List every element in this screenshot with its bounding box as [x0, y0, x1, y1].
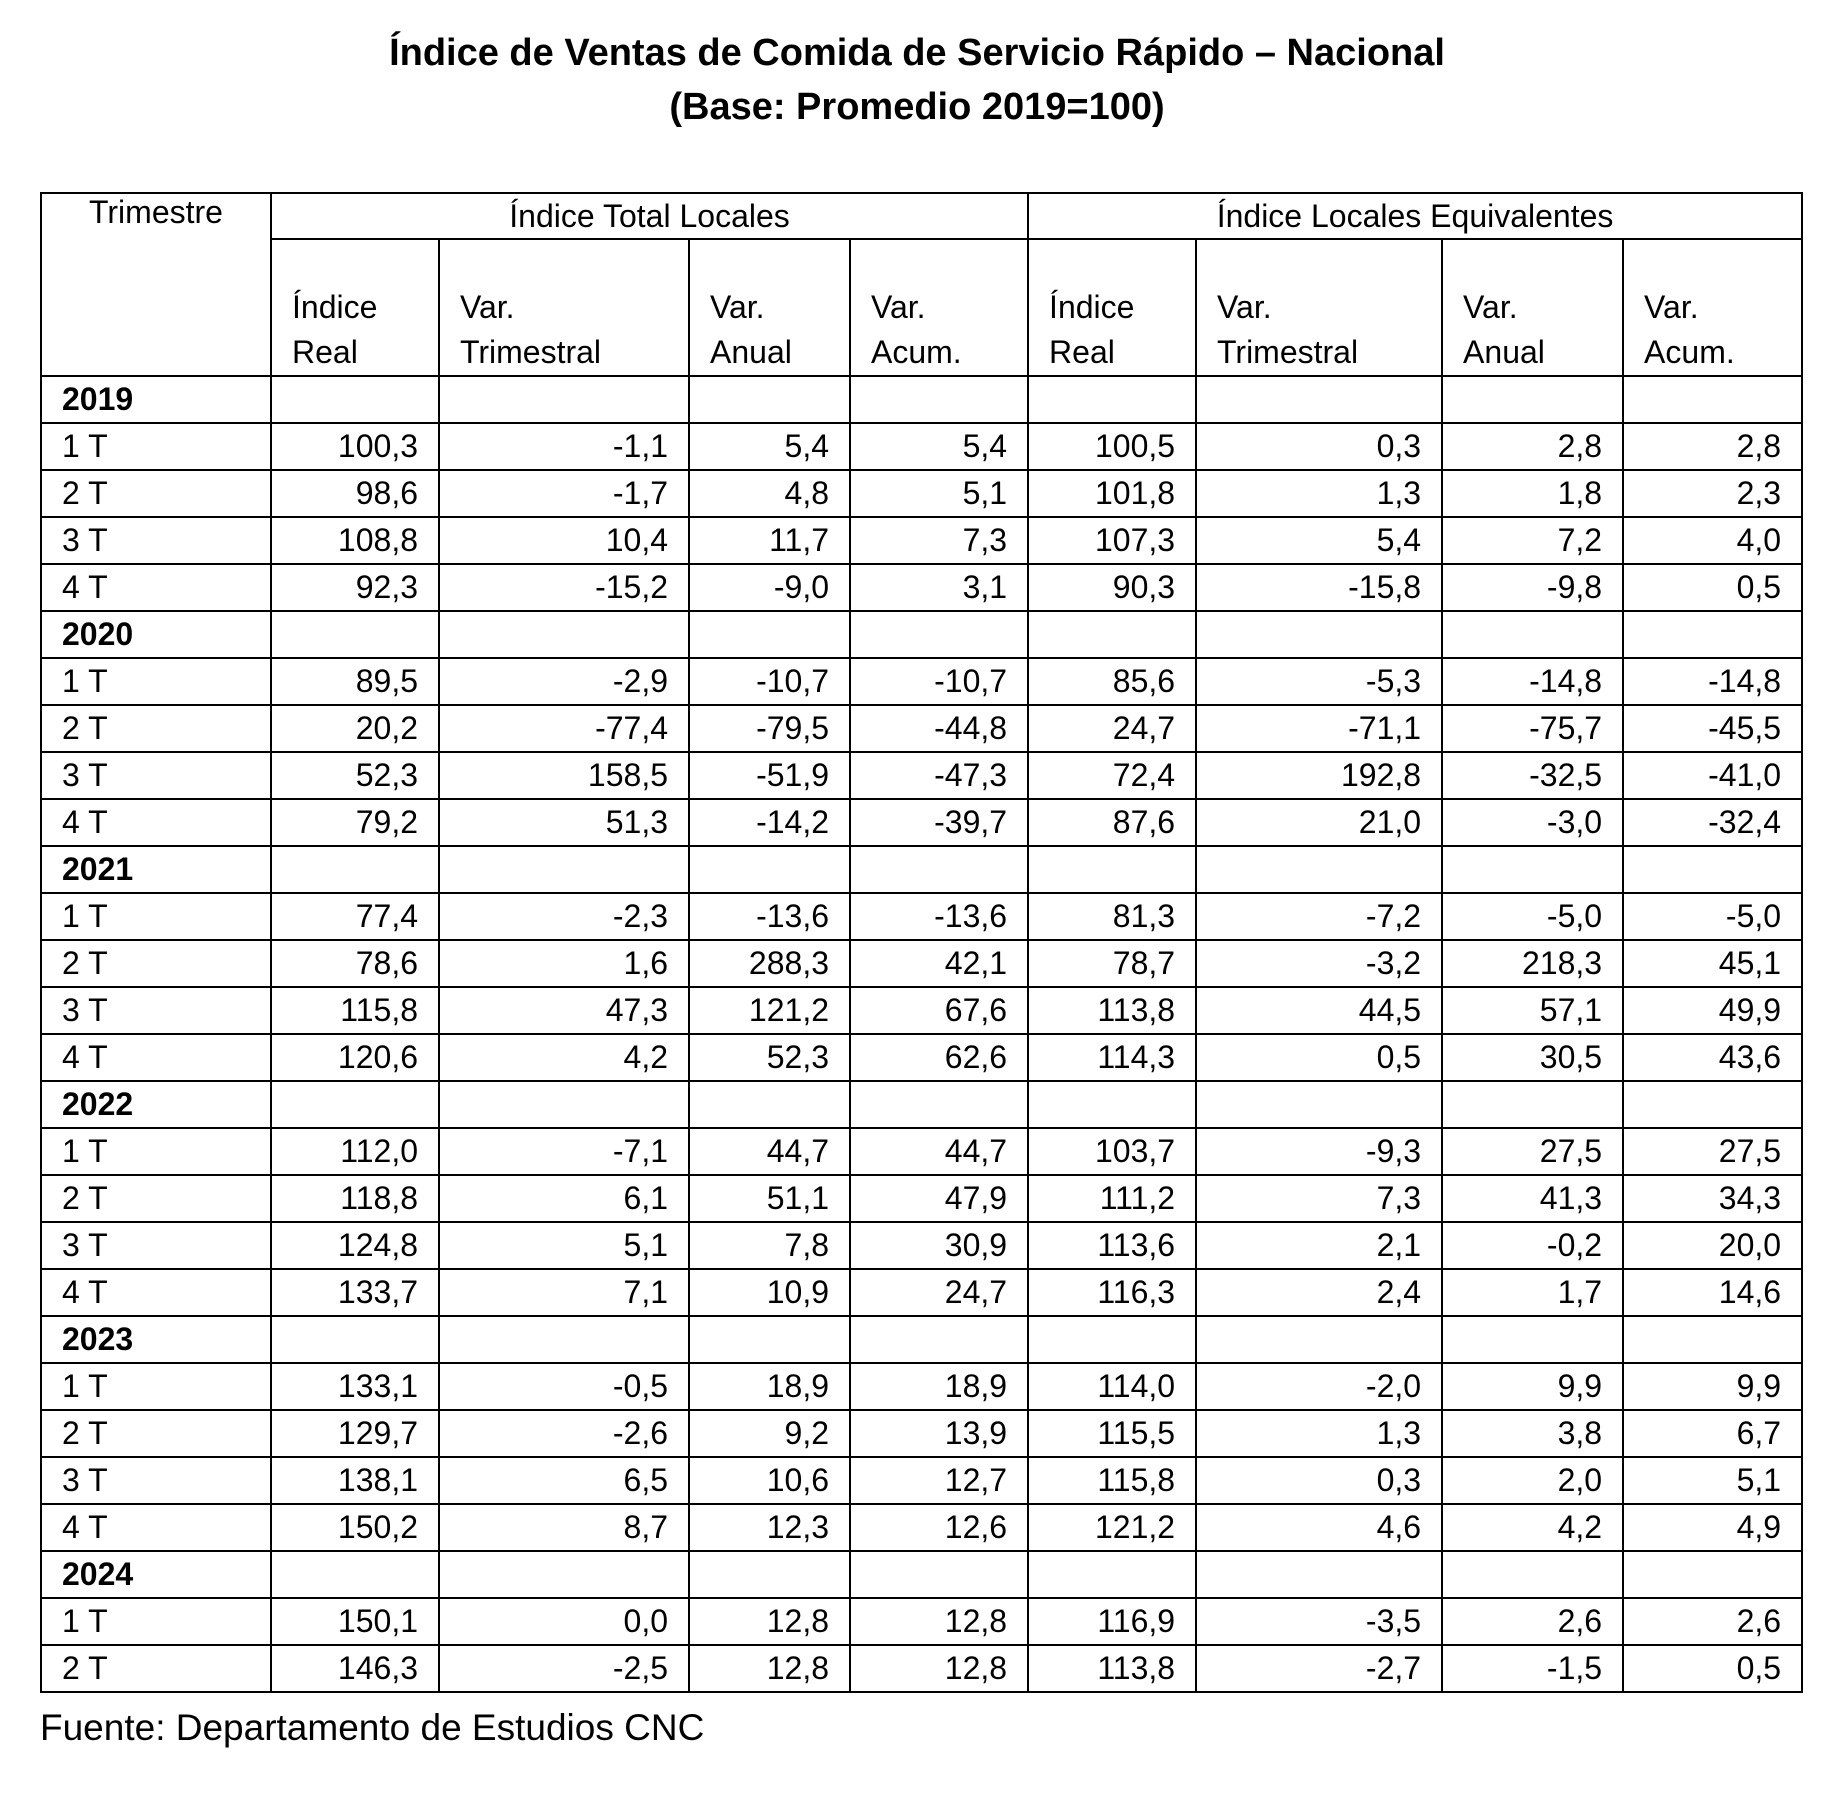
table-row: [41, 799, 1802, 846]
table-row: [41, 1598, 1802, 1645]
table-cell: -5,0: [1623, 893, 1802, 940]
table-cell: 288,3: [689, 940, 850, 987]
table-cell: 47,3: [439, 987, 689, 1034]
year-row: [41, 1316, 1802, 1363]
table-cell: 121,2: [689, 987, 850, 1034]
table-cell: 150,2: [271, 1504, 439, 1551]
empty-cell: [1623, 611, 1802, 658]
table-cell: 12,7: [850, 1457, 1028, 1504]
table-cell: 89,5: [271, 658, 439, 705]
table-cell: -3,5: [1196, 1598, 1442, 1645]
empty-cell: [1028, 376, 1196, 423]
empty-cell: [439, 611, 689, 658]
table-body: [41, 376, 1802, 1692]
table-cell: 90,3: [1028, 564, 1196, 611]
table-cell: 2,4: [1196, 1269, 1442, 1316]
title-block: [0, 26, 1834, 134]
table-cell: 77,4: [271, 893, 439, 940]
table-cell: 78,6: [271, 940, 439, 987]
table-cell: 150,1: [271, 1598, 439, 1645]
column-header-row: [41, 239, 1802, 376]
table-cell: 9,9: [1442, 1363, 1623, 1410]
empty-cell: [271, 376, 439, 423]
page-title: Índice de Ventas de Comida de Servicio Rápido – Nacional: [389, 32, 1445, 74]
table-cell: 7,1: [439, 1269, 689, 1316]
table-cell: 2,0: [1442, 1457, 1623, 1504]
table-cell: -10,7: [689, 658, 850, 705]
table-cell: 12,8: [850, 1645, 1028, 1692]
table-cell: 20,0: [1623, 1222, 1802, 1269]
empty-cell: [1196, 376, 1442, 423]
year-label: 2023: [41, 1316, 271, 1363]
table-cell: 5,1: [439, 1222, 689, 1269]
table-cell: 5,4: [689, 423, 850, 470]
empty-cell: [439, 1081, 689, 1128]
table-row: [41, 658, 1802, 705]
empty-cell: [1442, 1316, 1623, 1363]
table-cell: 9,9: [1623, 1363, 1802, 1410]
table-row: [41, 423, 1802, 470]
empty-cell: [1442, 376, 1623, 423]
table-cell: -47,3: [850, 752, 1028, 799]
table-cell: -14,8: [1442, 658, 1623, 705]
table-cell: 112,0: [271, 1128, 439, 1175]
table-cell: 4,0: [1623, 517, 1802, 564]
table-cell: 7,3: [1196, 1175, 1442, 1222]
table-cell: -44,8: [850, 705, 1028, 752]
table-cell: 108,8: [271, 517, 439, 564]
column-header: Índice Real: [1028, 239, 1196, 376]
table-cell: 27,5: [1442, 1128, 1623, 1175]
table-cell: 47,9: [850, 1175, 1028, 1222]
table-cell: -2,5: [439, 1645, 689, 1692]
table-cell: 10,9: [689, 1269, 850, 1316]
quarter-label: 3 T: [41, 752, 271, 799]
table-cell: 116,9: [1028, 1598, 1196, 1645]
table-cell: 2,6: [1623, 1598, 1802, 1645]
table-cell: 158,5: [439, 752, 689, 799]
quarter-label: 1 T: [41, 1598, 271, 1645]
table-cell: 118,8: [271, 1175, 439, 1222]
table-cell: 52,3: [271, 752, 439, 799]
table-cell: 5,4: [850, 423, 1028, 470]
table-cell: 116,3: [1028, 1269, 1196, 1316]
table-cell: 4,6: [1196, 1504, 1442, 1551]
quarter-label: 4 T: [41, 799, 271, 846]
year-label: 2022: [41, 1081, 271, 1128]
table-cell: -1,7: [439, 470, 689, 517]
year-row: [41, 611, 1802, 658]
empty-cell: [1442, 611, 1623, 658]
table-cell: 81,3: [1028, 893, 1196, 940]
table-cell: 5,1: [850, 470, 1028, 517]
quarter-label: 4 T: [41, 1504, 271, 1551]
table-cell: 6,1: [439, 1175, 689, 1222]
table-cell: 78,7: [1028, 940, 1196, 987]
table-cell: -7,2: [1196, 893, 1442, 940]
column-header: Var. Acum.: [850, 239, 1028, 376]
table-cell: 45,1: [1623, 940, 1802, 987]
empty-cell: [1028, 1551, 1196, 1598]
table-cell: 101,8: [1028, 470, 1196, 517]
table-cell: 57,1: [1442, 987, 1623, 1034]
table-cell: 43,6: [1623, 1034, 1802, 1081]
table-cell: 4,9: [1623, 1504, 1802, 1551]
table-cell: 0,5: [1623, 564, 1802, 611]
empty-cell: [271, 846, 439, 893]
table-cell: 44,5: [1196, 987, 1442, 1034]
column-header: Índice Real: [271, 239, 439, 376]
table-cell: -14,2: [689, 799, 850, 846]
table-cell: -32,5: [1442, 752, 1623, 799]
table-cell: 44,7: [689, 1128, 850, 1175]
table-cell: -13,6: [850, 893, 1028, 940]
table-cell: 0,3: [1196, 1457, 1442, 1504]
empty-cell: [1196, 846, 1442, 893]
empty-cell: [1196, 1316, 1442, 1363]
table-cell: 133,7: [271, 1269, 439, 1316]
page-subtitle: (Base: Promedio 2019=100): [669, 86, 1165, 128]
empty-cell: [1442, 846, 1623, 893]
empty-cell: [850, 376, 1028, 423]
empty-cell: [689, 376, 850, 423]
table-cell: 12,8: [850, 1598, 1028, 1645]
table-cell: 107,3: [1028, 517, 1196, 564]
table-cell: 44,7: [850, 1128, 1028, 1175]
quarter-label: 4 T: [41, 564, 271, 611]
empty-cell: [1196, 1551, 1442, 1598]
table-cell: -39,7: [850, 799, 1028, 846]
empty-cell: [439, 1551, 689, 1598]
table-cell: -75,7: [1442, 705, 1623, 752]
quarter-label: 3 T: [41, 987, 271, 1034]
table-cell: 4,2: [439, 1034, 689, 1081]
empty-cell: [1623, 1551, 1802, 1598]
table-cell: -71,1: [1196, 705, 1442, 752]
table-cell: 34,3: [1623, 1175, 1802, 1222]
table-cell: 10,4: [439, 517, 689, 564]
quarter-label: 2 T: [41, 1410, 271, 1457]
table-cell: 115,8: [271, 987, 439, 1034]
table-row: [41, 1269, 1802, 1316]
table-cell: 113,8: [1028, 1645, 1196, 1692]
table-cell: 146,3: [271, 1645, 439, 1692]
table-cell: -2,9: [439, 658, 689, 705]
quarter-label: 1 T: [41, 1128, 271, 1175]
quarter-label: 3 T: [41, 1222, 271, 1269]
table-row: [41, 517, 1802, 564]
empty-cell: [850, 1316, 1028, 1363]
table-cell: 114,0: [1028, 1363, 1196, 1410]
table-cell: 133,1: [271, 1363, 439, 1410]
table-row: [41, 987, 1802, 1034]
table-row: [41, 1504, 1802, 1551]
year-row: [41, 846, 1802, 893]
table-cell: -1,1: [439, 423, 689, 470]
quarter-label: 2 T: [41, 1645, 271, 1692]
quarter-label: 1 T: [41, 658, 271, 705]
table-cell: 18,9: [850, 1363, 1028, 1410]
quarter-label: 2 T: [41, 470, 271, 517]
table-cell: 120,6: [271, 1034, 439, 1081]
table-cell: -3,0: [1442, 799, 1623, 846]
year-label: 2024: [41, 1551, 271, 1598]
table-cell: 115,8: [1028, 1457, 1196, 1504]
table-cell: 5,4: [1196, 517, 1442, 564]
table-row: [41, 1363, 1802, 1410]
table-cell: -15,2: [439, 564, 689, 611]
table-cell: 27,5: [1623, 1128, 1802, 1175]
table-cell: -7,1: [439, 1128, 689, 1175]
table-cell: 1,8: [1442, 470, 1623, 517]
empty-cell: [1028, 846, 1196, 893]
year-row: [41, 1081, 1802, 1128]
table-row: [41, 940, 1802, 987]
table-row: [41, 564, 1802, 611]
table-cell: 124,8: [271, 1222, 439, 1269]
table-cell: 10,6: [689, 1457, 850, 1504]
table-cell: 13,9: [850, 1410, 1028, 1457]
table-row: [41, 1034, 1802, 1081]
table-cell: 52,3: [689, 1034, 850, 1081]
column-header: Var. Anual: [689, 239, 850, 376]
empty-cell: [1623, 846, 1802, 893]
table-cell: 7,2: [1442, 517, 1623, 564]
table-row: [41, 1175, 1802, 1222]
table-cell: 115,5: [1028, 1410, 1196, 1457]
table-cell: 98,6: [271, 470, 439, 517]
quarter-label: 3 T: [41, 517, 271, 564]
table-cell: -79,5: [689, 705, 850, 752]
column-header: Var. Anual: [1442, 239, 1623, 376]
table-cell: 85,6: [1028, 658, 1196, 705]
empty-cell: [271, 1551, 439, 1598]
table-cell: 12,6: [850, 1504, 1028, 1551]
table-cell: 12,8: [689, 1598, 850, 1645]
table-cell: 30,5: [1442, 1034, 1623, 1081]
table-cell: 51,1: [689, 1175, 850, 1222]
table-cell: 3,1: [850, 564, 1028, 611]
empty-cell: [1442, 1551, 1623, 1598]
table-cell: -51,9: [689, 752, 850, 799]
table-cell: 92,3: [271, 564, 439, 611]
table-cell: 24,7: [1028, 705, 1196, 752]
table-cell: 0,5: [1623, 1645, 1802, 1692]
year-label: 2021: [41, 846, 271, 893]
table-cell: 1,3: [1196, 470, 1442, 517]
table-row: [41, 705, 1802, 752]
empty-cell: [439, 1316, 689, 1363]
table-cell: 12,8: [689, 1645, 850, 1692]
table-row: [41, 1645, 1802, 1692]
table-cell: 42,1: [850, 940, 1028, 987]
empty-cell: [850, 1081, 1028, 1128]
group-header-row: [41, 193, 1802, 239]
table-cell: -2,6: [439, 1410, 689, 1457]
table-cell: 138,1: [271, 1457, 439, 1504]
table-cell: 111,2: [1028, 1175, 1196, 1222]
table-cell: 192,8: [1196, 752, 1442, 799]
table-cell: 12,3: [689, 1504, 850, 1551]
year-label: 2020: [41, 611, 271, 658]
table-cell: 100,3: [271, 423, 439, 470]
empty-cell: [439, 376, 689, 423]
empty-cell: [850, 611, 1028, 658]
table-cell: 2,6: [1442, 1598, 1623, 1645]
table-cell: 1,6: [439, 940, 689, 987]
table-cell: -3,2: [1196, 940, 1442, 987]
year-row: [41, 376, 1802, 423]
table-cell: 11,7: [689, 517, 850, 564]
column-header: Var. Trimestral: [1196, 239, 1442, 376]
table-cell: 113,8: [1028, 987, 1196, 1034]
table-cell: 49,9: [1623, 987, 1802, 1034]
empty-cell: [689, 1316, 850, 1363]
table-cell: -2,0: [1196, 1363, 1442, 1410]
table-cell: 79,2: [271, 799, 439, 846]
table-cell: 8,7: [439, 1504, 689, 1551]
quarter-label: 1 T: [41, 893, 271, 940]
table-cell: -41,0: [1623, 752, 1802, 799]
year-row: [41, 1551, 1802, 1598]
empty-cell: [1196, 611, 1442, 658]
table-cell: 7,3: [850, 517, 1028, 564]
table-cell: -45,5: [1623, 705, 1802, 752]
table-cell: -9,0: [689, 564, 850, 611]
quarter-label: 4 T: [41, 1269, 271, 1316]
table-cell: 0,0: [439, 1598, 689, 1645]
table-cell: 218,3: [1442, 940, 1623, 987]
table-cell: 7,8: [689, 1222, 850, 1269]
table-cell: 5,1: [1623, 1457, 1802, 1504]
table-cell: 6,5: [439, 1457, 689, 1504]
table-cell: 87,6: [1028, 799, 1196, 846]
empty-cell: [1028, 1081, 1196, 1128]
empty-cell: [439, 846, 689, 893]
group-header-total: Índice Total Locales: [271, 193, 1028, 239]
table-cell: 2,8: [1442, 423, 1623, 470]
empty-cell: [271, 611, 439, 658]
table-cell: 0,5: [1196, 1034, 1442, 1081]
table-cell: 4,2: [1442, 1504, 1623, 1551]
year-label: 2019: [41, 376, 271, 423]
table-cell: 18,9: [689, 1363, 850, 1410]
table-cell: 41,3: [1442, 1175, 1623, 1222]
row-header-trimestre: Trimestre: [41, 193, 271, 376]
quarter-label: 3 T: [41, 1457, 271, 1504]
empty-cell: [1623, 376, 1802, 423]
empty-cell: [1442, 1081, 1623, 1128]
table-row: [41, 1222, 1802, 1269]
quarter-label: 4 T: [41, 1034, 271, 1081]
table-cell: -5,3: [1196, 658, 1442, 705]
table-cell: 24,7: [850, 1269, 1028, 1316]
table-cell: 121,2: [1028, 1504, 1196, 1551]
table-row: [41, 893, 1802, 940]
empty-cell: [1623, 1316, 1802, 1363]
table-cell: 6,7: [1623, 1410, 1802, 1457]
quarter-label: 2 T: [41, 940, 271, 987]
table-cell: 2,8: [1623, 423, 1802, 470]
table-cell: -0,2: [1442, 1222, 1623, 1269]
group-header-equivalentes: Índice Locales Equivalentes: [1028, 193, 1802, 239]
table-row: [41, 1410, 1802, 1457]
table-cell: 100,5: [1028, 423, 1196, 470]
quarter-label: 2 T: [41, 1175, 271, 1222]
empty-cell: [850, 846, 1028, 893]
table-cell: -1,5: [1442, 1645, 1623, 1692]
table-cell: 1,3: [1196, 1410, 1442, 1457]
empty-cell: [1028, 611, 1196, 658]
table-row: [41, 752, 1802, 799]
table-cell: 72,4: [1028, 752, 1196, 799]
table-cell: -5,0: [1442, 893, 1623, 940]
table-cell: -14,8: [1623, 658, 1802, 705]
table-cell: -2,7: [1196, 1645, 1442, 1692]
table-cell: -9,3: [1196, 1128, 1442, 1175]
empty-cell: [1196, 1081, 1442, 1128]
table-cell: 2,1: [1196, 1222, 1442, 1269]
table-cell: 129,7: [271, 1410, 439, 1457]
empty-cell: [689, 1551, 850, 1598]
empty-cell: [689, 846, 850, 893]
empty-cell: [271, 1316, 439, 1363]
table-cell: -9,8: [1442, 564, 1623, 611]
table-cell: 9,2: [689, 1410, 850, 1457]
table-cell: -13,6: [689, 893, 850, 940]
empty-cell: [1028, 1316, 1196, 1363]
table-cell: -2,3: [439, 893, 689, 940]
table-cell: -0,5: [439, 1363, 689, 1410]
table-cell: -77,4: [439, 705, 689, 752]
empty-cell: [689, 611, 850, 658]
table-cell: 114,3: [1028, 1034, 1196, 1081]
empty-cell: [689, 1081, 850, 1128]
table-cell: 1,7: [1442, 1269, 1623, 1316]
table-cell: -10,7: [850, 658, 1028, 705]
quarter-label: 2 T: [41, 705, 271, 752]
table-cell: 103,7: [1028, 1128, 1196, 1175]
empty-cell: [1623, 1081, 1802, 1128]
table-cell: 62,6: [850, 1034, 1028, 1081]
table-cell: 3,8: [1442, 1410, 1623, 1457]
table-cell: 0,3: [1196, 423, 1442, 470]
column-header: Var. Acum.: [1623, 239, 1802, 376]
table-cell: 51,3: [439, 799, 689, 846]
table-row: [41, 1128, 1802, 1175]
table-cell: 20,2: [271, 705, 439, 752]
table-row: [41, 1457, 1802, 1504]
quarter-label: 1 T: [41, 423, 271, 470]
table-cell: 30,9: [850, 1222, 1028, 1269]
source-note: Fuente: Departamento de Estudios CNC: [40, 1707, 705, 1748]
table-cell: -15,8: [1196, 564, 1442, 611]
quarter-label: 1 T: [41, 1363, 271, 1410]
table-cell: 14,6: [1623, 1269, 1802, 1316]
table-cell: 2,3: [1623, 470, 1802, 517]
table-cell: 113,6: [1028, 1222, 1196, 1269]
table-cell: 4,8: [689, 470, 850, 517]
table-cell: 67,6: [850, 987, 1028, 1034]
empty-cell: [271, 1081, 439, 1128]
table-cell: -32,4: [1623, 799, 1802, 846]
table-row: [41, 470, 1802, 517]
empty-cell: [850, 1551, 1028, 1598]
table-cell: 21,0: [1196, 799, 1442, 846]
sales-index-table: [40, 192, 1803, 1693]
column-header: Var. Trimestral: [439, 239, 689, 376]
